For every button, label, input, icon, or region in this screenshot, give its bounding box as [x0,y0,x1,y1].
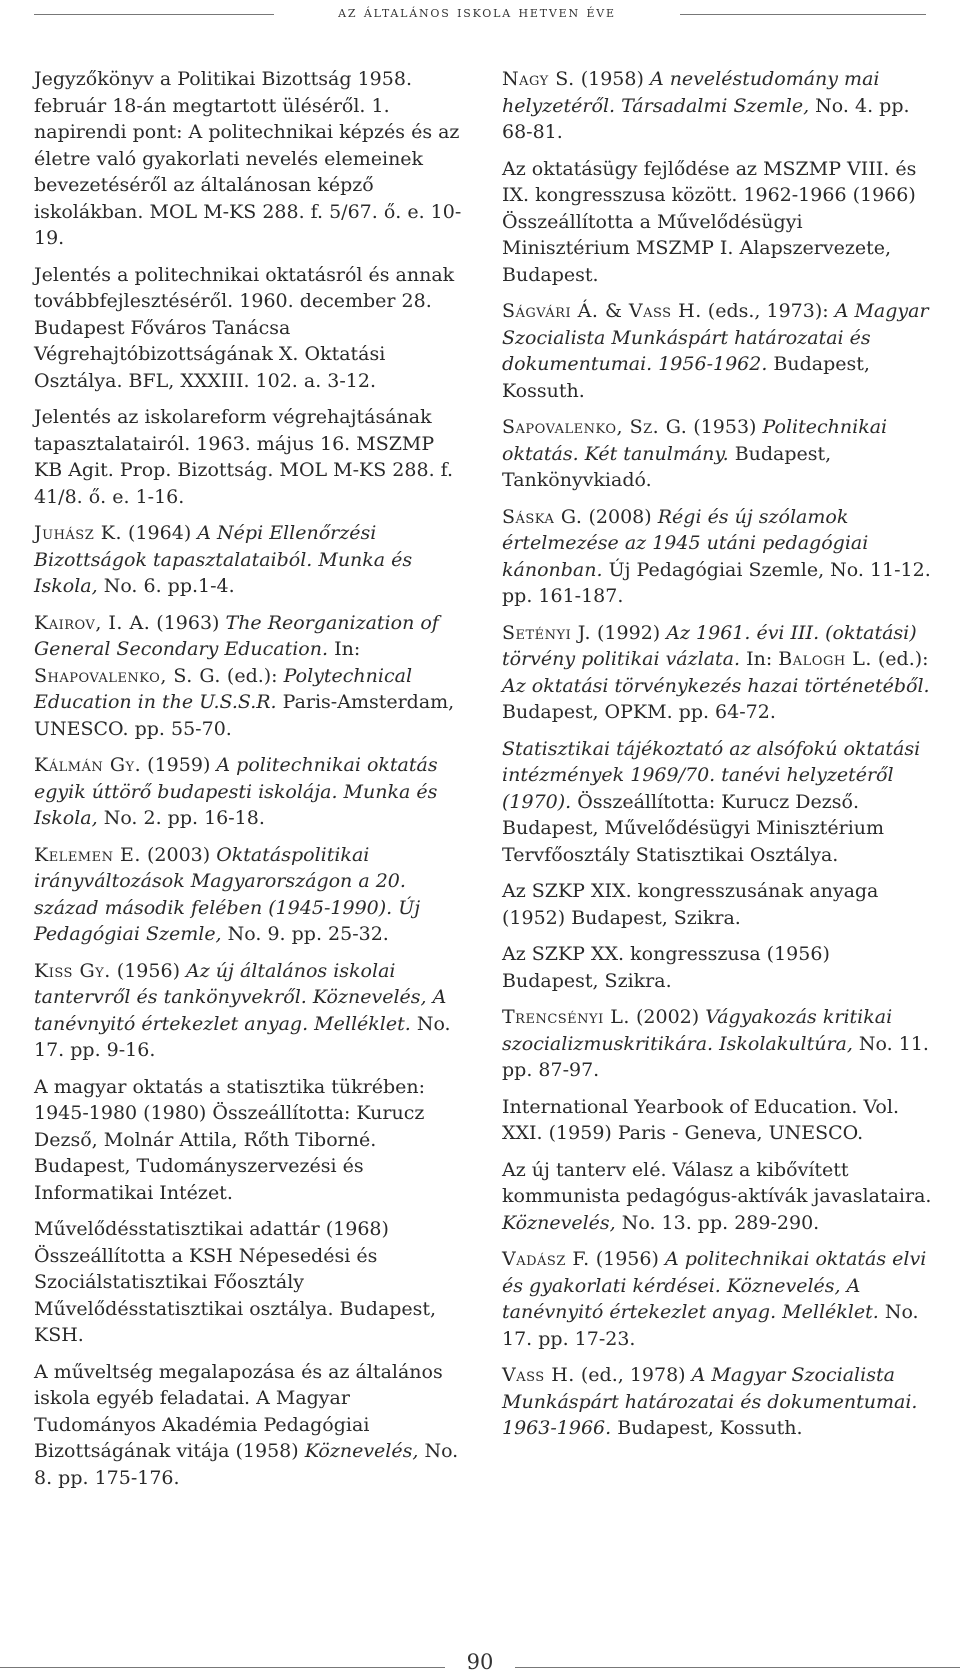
reference-entry: Statisztikai tájékoztató az alsófokú oktatási intézmények 1969/70. tanévi helyzetéről (1970). Összeállította: Kurucz Dezső. Budapest, Művelődésügyi Minisztérium Tervfőosztály Statisztikai Osztálya. [502,737,921,866]
reference-entry: Jegyzőkönyv a Politikai Bizottság 1958. február 18-án megtartott üléséről. 1. napirendi pont: A politechnikai képzés és az életre való gyakorlati nevelés elemeinek bevezetéséről az általánosan képző iskolákban. MOL M-KS 288. f. 5/67. ő. e. 10-19. [34,68,462,249]
footer-rule-left [0,1667,445,1668]
reference-entry: Jelentés az iskolareform végrehajtásának tapasztalatairól. 1963. május 16. MSZMP KB Agit. Prop. Bizottság. MOL M-KS 288. f. 41/8. ő. e. 1-16. [34,406,454,508]
reference-entry: Nagy S. (1958) A neveléstudomány mai helyzetéről. Társadalmi Szemle, No. 4. pp. 68-81. [502,68,910,143]
reference-entry: Az SZKP XX. kongresszusa (1956) Budapest, Szikra. [502,943,830,992]
reference-entry: Az oktatásügy fejlődése az MSZMP VIII. és IX. kongresszusa között. 1962-1966 (1966) Összeállította a Művelődésügyi Minisztérium MSZMP I. Alapszervezete, Budapest. [502,157,917,286]
reference-entry: A műveltség megalapozása és az általános iskola egyéb feladatai. A Magyar Tudományos Akadémia Pedagógiai Bizottságának vitája (1958) Köznevelés, No. 8. pp. 175-176. [34,1360,459,1489]
reference-entry: Vadász F. (1956) A politechnikai oktatás elvi és gyakorlati kérdései. Köznevelés, A tanévnyitó értekezlet anyag. Melléklet. No. 17. pp. 17-23. [502,1248,927,1350]
reference-entry: Művelődésstatisztikai adattár (1968) Összeállította a KSH Népesedési és Szociálstatisztikai Főosztály Művelődésstatisztikai osztálya. Budapest, KSH. [34,1218,437,1346]
reference-entry: A magyar oktatás a statisztika tükrében: 1945-1980 (1980) Összeállította: Kurucz Dezső, Molnár Attila, Rőth Tiborné. Budapest, Tudományszervezési és Informatikai Intézet. [34,1075,426,1204]
header-rule-left [34,14,274,15]
reference-entry: Az SZKP XIX. kongresszusának anyaga (1952) Budapest, Szikra. [502,880,879,929]
reference-entry: Kairov, I. A. (1963) The Reorganization of General Secondary Education. In: Shapovalenko, S. G. (ed.): Polytechnical Education in the U.S.S.R. Paris-Amsterdam, UNESCO. pp. 55-70. [34,611,455,740]
bibliography-right-column [502,66,932,1452]
reference-entry: International Yearbook of Education. Vol. XXI. (1959) Paris - Geneva, UNESCO. [502,1095,899,1144]
bibliography-left-column [34,66,464,1501]
reference-entry: Vass H. (ed., 1978) A Magyar Szocialista Munkáspárt határozatai és dokumentumai. 1963-1966. Budapest, Kossuth. [502,1364,918,1439]
reference-entry: Juhász K. (1964) A Népi Ellenőrzési Bizottságok tapasztalataiból. Munka és Iskola, No. 6. pp.1-4. [34,522,413,597]
reference-entry: Sáska G. (2008) Régi és új szólamok értelmezése az 1945 utáni pedagógiai kánonban. Új Pedagógiai Szemle, No. 11-12. pp. 161-187. [502,505,931,607]
reference-entry: Sapovalenko, Sz. G. (1953) Politechnikai oktatás. Két tanulmány. Budapest, Tankönyvkiadó. [502,416,888,491]
running-head: az általános iskola hetven éve [338,3,616,21]
reference-entry: Trencsényi L. (2002) Vágyakozás kritikai szocializmuskritikára. Iskolakultúra, No. 11. pp. 87-97. [502,1006,929,1081]
reference-entry: Setényi J. (1992) Az 1961. évi III. (oktatási) törvény politikai vázlata. In: Balogh L. (ed.): Az oktatási törvénykezés hazai történetéből. Budapest, OPKM. pp. 64-72. [502,621,930,723]
page-number: 90 [466,1650,494,1674]
reference-entry: Kelemen E. (2003) Oktatáspolitikai irányváltozások Magyarországon a 20. század második felében (1945-1990). Új Pedagógiai Szemle, No. 9. pp. 25-32. [34,843,421,945]
reference-entry: Ságvári Á. & Vass H. (eds., 1973): A Magyar Szocialista Munkáspárt határozatai és dokumentumai. 1956-1962. Budapest, Kossuth. [502,300,929,402]
reference-entry: Kálmán Gy. (1959) A politechnikai oktatás egyik úttörő budapesti iskolája. Munka és Iskola, No. 2. pp. 16-18. [34,754,438,829]
footer-rule-right [515,1667,960,1668]
header-rule-right [680,14,926,15]
reference-entry: Az új tanterv elé. Válasz a kibővített kommunista pedagógus-aktívák javaslataira. Köznevelés, No. 13. pp. 289-290. [502,1158,932,1234]
reference-entry: Kiss Gy. (1956) Az új általános iskolai tantervről és tankönyvekről. Köznevelés, A tanévnyitó értekezlet anyag. Melléklet. No. 17. pp. 9-16. [34,959,451,1061]
reference-entry: Jelentés a politechnikai oktatásról és annak továbbfejlesztéséről. 1960. december 28. Budapest Főváros Tanácsa Végrehajtóbizottságának X. Oktatási Osztálya. BFL, XXXIII. 102. a. 3-12. [34,263,455,392]
